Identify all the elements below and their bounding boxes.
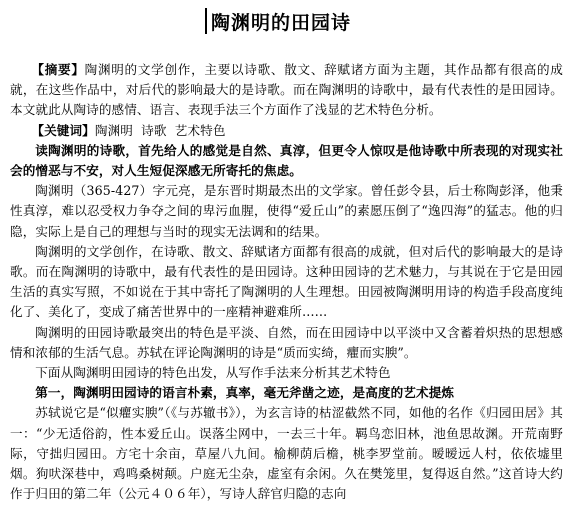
biography-paragraph: 陶渊明（365-427）字元亮，是东晋时期最杰出的文学家。曾任彭令县，后士称陶彭泽，他秉性真淳，难以忍受权力争夺之间的卑污血腥，使得“爱丘山”的素愿压倒了“逸四海”的猛志。他的归隐，实际上是自己的理想与当时的现实无法调和的结果。 xyxy=(10,183,563,239)
abstract-label: 【摘要】 xyxy=(31,62,85,77)
keywords-text: 陶渊明 诗歌 艺术特色 xyxy=(94,122,226,138)
keywords-label: 【关键词】 xyxy=(31,122,95,138)
keywords-paragraph xyxy=(10,121,563,141)
features-paragraph: 陶渊明的田园诗歌最突出的特色是平淡、自然，而在田园诗中以平淡中又含蓄着炽热的思想感情和浓郁的生活气息。苏轼在评论陶渊明的诗是“质而实绮，癯而实腴”。 xyxy=(10,324,563,360)
document-body xyxy=(10,60,563,504)
section-one-paragraph: 苏轼说它是“似癯实腴”（《与苏辙书》），为玄言诗的枯涩截然不同，如他的名作《归园田居》其一：“少无适俗韵，性本爱丘山。误落尘网中，一去三十年。羁鸟恋旧林，池鱼思故渊。开荒南野际，守拙归园田。方宅十余亩，草屋八九间。榆柳荫后檐，桃李罗堂前。暧暧远人村，依依墟里烟。狗吠深巷中，鸡鸣桑树颠。户庭无尘杂，虚室有余闲。久在樊笼里，复得返自然。”这首诗大约作于归田的第二年（公元４０６年），写诗人辞官归隐的志向 xyxy=(10,405,563,502)
creation-paragraph: 陶渊明的文学创作，在诗歌、散文、辞赋诸方面都有很高的成就，但对后代的影响最大的是诗歌。而在陶渊明的诗歌中，最有代表性的是田园诗。这种田园诗的艺术魅力，与其说在于它是田园生活的真实写照，不如说在于其中寄托了陶渊明的人生理想。田园被陶渊明用诗的构造手段高度纯化了、美化了，变成了痛苦世界中的一座精神避难所…… xyxy=(10,243,563,320)
abstract-text: 陶渊明的文学创作，主要以诗歌、散文、辞赋诸方面为主题，其作品都有很高的成就，在这些作品中，对后代的影响最大的是诗歌。而在陶渊明的诗歌中，最有代表性的是田园诗。本文就此从陶诗的感情、语言、表现手法三个方面作了浅显的艺术特色分析。 xyxy=(10,62,563,118)
abstract-paragraph xyxy=(10,60,563,121)
title-bar xyxy=(205,8,207,34)
transition-paragraph: 下面从陶渊明田园诗的特色出发，从写作手法来分析其艺术特色 xyxy=(35,365,391,381)
title-block xyxy=(205,6,351,36)
intro-paragraph: 读陶渊明的诗歌，首先给人的感觉是自然、真淳，但更令人惊叹是他诗歌中所表现的对现实社会的憎恶与不安，对人生短促深感无所寄托的焦虑。 xyxy=(10,142,563,179)
document-title: 陶渊明的田园诗 xyxy=(211,11,352,34)
section-one-heading: 第一，陶渊明田园诗的语言朴素，真率，毫无斧凿之迹，是高度的艺术提炼 xyxy=(35,385,455,401)
